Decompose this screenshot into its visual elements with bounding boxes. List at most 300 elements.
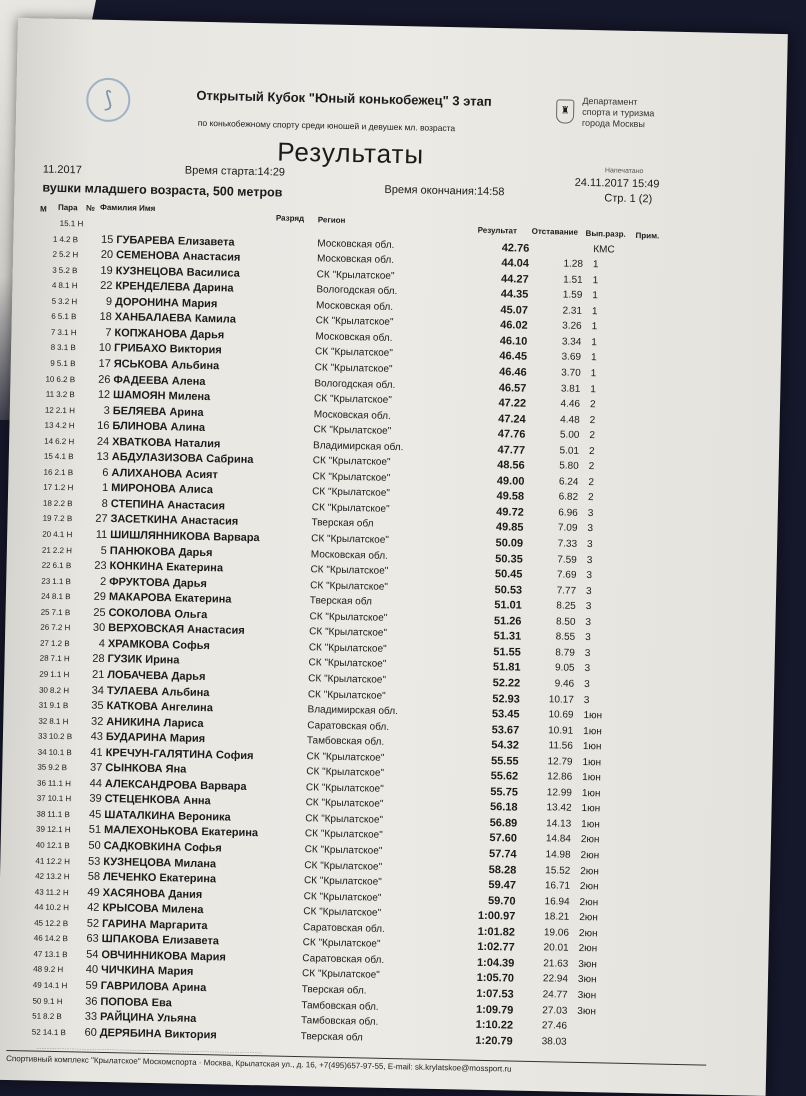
cell-place: 17 [32,483,52,492]
cell-gap: 24.77 [520,989,568,1001]
cell-region: СК "Крылатское" [313,456,391,469]
cell-time: 50.53 [470,583,522,596]
cell-place: 46 [23,934,43,943]
cell-region: Тверская обл [310,595,372,607]
cell-region: СК "Крылатское" [309,627,387,640]
cell-gap: 22.94 [520,973,568,985]
cell-place: 7 [35,327,55,336]
cell-time: 56.89 [465,816,517,829]
cell-region: Тамбовская обл. [307,735,384,748]
cell-rank: 2юн [580,866,599,877]
cell-region: Московская обл. [315,331,392,344]
cell-time: 49.58 [472,490,524,503]
cell-rank: 3 [584,663,590,674]
cell-place: 14 [33,436,53,445]
cell-pair: 2.1 Н [56,405,88,415]
cell-region: СК "Крылатское" [306,798,384,811]
cell-gap [536,227,584,228]
cell-num: 12 [90,389,110,401]
printed-date: 24.11.2017 15:49 [575,177,660,191]
cell-rank: 3 [587,555,593,566]
cell-place: 16 [32,467,52,476]
cell-place: 4 [36,281,56,290]
cell-rank: 3 [585,617,591,628]
cell-pair: 9.2 В [48,763,80,773]
cell-gap: 3.34 [533,336,581,348]
cell-region: Тверская обл. [302,984,367,996]
cell-pair: 9.1 В [50,701,82,711]
cell-place: 40 [25,840,45,849]
cell-num: 54 [78,948,98,960]
event-name: вушки младшего возраста, 500 метров [42,181,282,200]
cell-num: 60 [77,1026,97,1038]
cell-place: 29 [28,669,48,678]
cell-num: 35 [83,700,103,712]
cell-pair: 3.1 В [57,343,89,353]
cell-place: 44 [23,902,43,911]
cell-rank: 2юн [580,881,599,892]
cell-name: КОНКИНА Екатерина [109,560,223,574]
cell-gap: 9.05 [526,662,574,674]
cell-region: СК "Крылатское" [303,937,381,950]
cell-name: ГРИБАХО Виктория [114,342,222,356]
cell-pair: 6.1 В [52,561,84,571]
cell-place: 34 [27,747,47,756]
cell-region: СК "Крылатское" [312,487,390,500]
cell-region: Саратовская обл. [303,922,385,935]
cell-name: СТЕЦЕНКОВА Анна [105,793,211,807]
cell-time: 48.56 [473,459,525,472]
cell-name: АЛЕКСАНДРОВА Варвара [105,778,247,793]
cell-pair: 5.1 В [57,359,89,369]
cell-num: 15 [93,233,113,245]
cell-rank: 1 [592,290,598,301]
cell-gap: 10.69 [525,709,573,721]
cell-region: СК "Крылатское" [302,969,380,982]
cell-name: ПОПОВА Ева [100,995,172,1008]
cell-region: СК "Крылатское" [308,658,386,671]
cell-gap: 3.26 [534,320,582,332]
cell-num: 36 [77,995,97,1007]
cell-pair: 8.2 В [43,1012,75,1022]
cell-name: ДОРОНИНА Мария [115,296,217,310]
cell-name: ТУЛАЕВА Альбина [107,685,210,699]
cell-gap: 5.01 [531,445,579,457]
cell-time: 49.85 [471,521,523,534]
cell-region: СК "Крылатское" [312,471,390,484]
cell-region: СК "Крылатское" [306,782,384,795]
cell-rank: 1юн [582,757,601,768]
cell-region: СК "Крылатское" [305,829,383,842]
cell-pair: 12.2 В [45,919,77,929]
cell-region: СК "Крылатское" [315,362,393,375]
cell-time: 1:05.70 [462,972,514,985]
cell-rank: 3юн [578,990,597,1001]
col-pair: Пара [58,203,78,212]
cell-place: 32 [27,716,47,725]
cell-place: 18 [32,498,52,507]
cell-gap: 15.52 [522,864,570,876]
cell-name: КУЗНЕЦОВА Милана [103,856,216,870]
cell-time: 46.46 [475,366,527,379]
cell-num: 10 [91,342,111,354]
cell-pair: 5.1 В [58,312,90,322]
cell-region: СК "Крылатское" [303,906,381,919]
cell-num: 44 [82,777,102,789]
cell-num: 41 [83,746,103,758]
cell-pair: 14.2 В [45,934,77,944]
cell-region: Тверская обл [301,1031,363,1043]
cell-region: СК "Крылатское" [305,813,383,826]
cell-name: МИРОНОВА Алиса [111,482,213,496]
cell-rank: 1юн [582,788,601,799]
department-label: Департамент спорта и туризма города Москвы [582,96,655,131]
cell-name: ЧИЧКИНА Мария [101,964,193,978]
cell-num: 40 [78,964,98,976]
cell-gap: 4.48 [532,413,580,425]
cell-time: 1:07.53 [462,987,514,1000]
cell-num: 5 [87,544,107,556]
cell-gap: 12.86 [524,771,572,783]
cell-time: 57.74 [464,848,516,861]
cell-rank: 1 [592,306,598,317]
cell-place: 13 [33,421,53,430]
cell-region: СК "Крылатское" [308,673,386,686]
cell-name: ХРАМКОВА Софья [108,638,210,652]
cell-time: 44.35 [476,288,528,301]
cell-gap: 7.69 [528,569,576,581]
cell-region: Московская обл. [316,300,393,313]
col-region: Регион [318,215,346,225]
cell-pair: 3.1 Н [57,328,89,338]
cell-gap: 20.01 [521,942,569,954]
cell-time: 1:10.22 [461,1019,513,1032]
cell-num: 37 [82,762,102,774]
cell-rank: 3 [588,508,594,519]
cell-pair: 11.1 Н [48,779,80,789]
cell-gap: 3.70 [533,367,581,379]
cell-time: 42.76 [477,241,529,254]
cell-pair: 8.1 Н [49,716,81,726]
footer-address: Спортивный комплекс "Крылатское" Москомспорта · Москва, Крылатская ул., д. 16, +7(495)657-97-55, E-mail: sk.krylatskoe@mossport.ru [6,1054,511,1074]
cell-time: 58.28 [464,863,516,876]
cell-pair: 4.2 В [59,234,91,244]
cell-gap: 10.91 [525,724,573,736]
cell-name: АНИКИНА Лариса [106,716,204,730]
cell-gap: 19.06 [521,926,569,938]
cell-rank: 2 [590,399,596,410]
cell-gap: 27.46 [519,1020,567,1032]
cell-pair: 7.2 Н [51,623,83,633]
cell-place: 8 [35,343,55,352]
col-gap: Отставание [532,227,578,237]
cell-place: 2 [37,250,57,259]
cell-time: 1:00.97 [463,910,515,923]
col-rank-done: Вып.разр. [586,229,626,239]
cell-num: 25 [85,606,105,618]
cell-num: 39 [82,793,102,805]
cell-rank: 1 [591,368,597,379]
cell-num: 58 [80,871,100,883]
cell-time: 51.55 [469,645,521,658]
cell-name: ДЕРЯБИНА Виктория [100,1027,217,1041]
cell-place: 43 [24,887,44,896]
col-name: Фамилия Имя [100,203,156,213]
cell-rank: 2юн [579,928,598,939]
cell-place: 23 [30,576,50,585]
cell-time: 47.22 [474,397,526,410]
cell-place: 35 [26,763,46,772]
cell-place: 19 [31,514,51,523]
cell-place: 21 [31,545,51,554]
cell-num: 30 [85,622,105,634]
cell-place: 52 [21,1027,41,1036]
cell-name: БЛИНОВА Алина [112,420,205,434]
cell-rank: 3 [587,539,593,550]
cell-name: КУЗНЕЦОВА Василиса [116,265,240,280]
cell-num: 3 [90,404,110,416]
cell-gap: 5.00 [531,429,579,441]
cell-gap: 14.13 [523,818,571,830]
cell-region: СК "Крылатское" [313,424,391,437]
moscow-crest-icon: ♜ [556,99,574,123]
cell-time: 46.02 [476,319,528,332]
cell-name: КРЕНДЕЛЕВА Дарина [115,280,233,294]
cell-num: 13 [89,451,109,463]
cell-num: 7 [91,326,111,338]
cell-name: САДКОВКИНА Софья [104,840,222,854]
cell-place: 5 [36,296,56,305]
cell-gap: 10.17 [526,693,574,705]
cell-time: 55.62 [466,770,518,783]
cell-gap: 14.84 [523,833,571,845]
cell-rank: 2 [589,430,595,441]
cell-name: ФРУКТОВА Дарья [109,576,207,590]
cell-rank: 2 [590,415,596,426]
cell-rank: 2юн [579,912,598,923]
cell-gap: 16.71 [522,880,570,892]
cell-time: 1:04.39 [462,956,514,969]
cell-pair: 14.1 Н [44,981,76,991]
cell-rank: 2юн [579,943,598,954]
cell-gap: 8.79 [527,647,575,659]
cell-name: ШИШЛЯННИКОВА Варвара [110,529,260,544]
cell-place: 50 [21,996,41,1005]
cell-rank: 2 [588,492,594,503]
cell-pair: 1.1 Н [50,670,82,680]
cell-region: Вологодская обл. [316,284,397,297]
cell-num: 51 [81,824,101,836]
cell-rank: 3 [586,586,592,597]
cell-time: 55.55 [466,754,518,767]
cell-time: 52.22 [468,677,520,690]
results-sheet [0,18,788,1096]
cell-num: 50 [81,839,101,851]
cell-num: 19 [93,264,113,276]
cell-name: КРЕЧУН-ГАЛЯТИНА София [106,747,254,762]
cell-num: 20 [93,249,113,261]
cell-gap: 1.59 [534,289,582,301]
cell-region: СК "Крылатское" [317,269,395,282]
cell-num: 2 [86,575,106,587]
cell-num: 9 [92,295,112,307]
cell-gap: 3.81 [532,382,580,394]
start-time: Время старта:14:29 [185,165,285,179]
cell-time: 53.45 [467,708,519,721]
cell-name: СТЕПИНА Анастасия [111,498,225,512]
cell-num: 45 [81,808,101,820]
cell-pair: 7.2 В [53,514,85,524]
cell-pair: 7.1 Н [50,654,82,664]
cell-time: 50.35 [471,552,523,565]
page-title: Результаты [277,136,425,170]
cell-gap: 1.51 [535,274,583,286]
col-rank: Разряд [276,213,304,223]
cell-rank: 3юн [578,959,597,970]
cell-name: ГУЗИК Ирина [107,653,179,667]
cell-name: БЕЛЯЕВА Арина [113,405,204,419]
cell-time: 51.31 [469,630,521,643]
cell-place: 11 [34,389,54,398]
cell-name: ГАВРИЛОВА Арина [101,980,207,994]
cell-name: ЛОБАЧЕВА Дарья [107,669,205,683]
cell-place: 10 [34,374,54,383]
cell-place: 27 [29,638,49,647]
cell-region: СК "Крылатское" [309,611,387,624]
col-time: Результат [478,226,517,236]
cell-num: 33 [77,1011,97,1023]
cell-time: 51.01 [470,599,522,612]
cell-pair: 3.2 Н [58,297,90,307]
cell-region: Московская обл. [314,409,391,422]
cell-place: 49 [22,980,42,989]
cell-name: ГАРИНА Маргарита [102,918,208,932]
cell-rank: 1юн [583,710,602,721]
page-number: Стр. 1 (2) [604,192,652,205]
event-date: 11.2017 [43,164,82,177]
cell-num: 49 [80,886,100,898]
cell-gap: 27.03 [519,1004,567,1016]
cell-gap: 11.56 [525,740,573,752]
cell-time: 44.04 [477,257,529,270]
cell-num: 21 [84,668,104,680]
cell-time: 47.77 [473,443,525,456]
cell-name: БУДАРИНА Мария [106,731,205,745]
cell-rank: 2 [589,461,595,472]
cell-name: ШАТАЛКИНА Вероника [104,809,231,824]
cell-num: 24 [89,435,109,447]
cell-region: СК "Крылатское" [314,393,392,406]
cell-gap: 13.42 [523,802,571,814]
cell-name: АБДУЛАЗИЗОВА Сабрина [112,451,254,466]
cell-place: 25 [29,607,49,616]
cell-region: СК "Крылатское" [310,564,388,577]
cell-num: 63 [79,933,99,945]
cell-rank: 1юн [583,741,602,752]
cell-pair: 11.2 Н [46,887,78,897]
cell-region: СК "Крылатское" [308,689,386,702]
cell-gap: 16.94 [522,895,570,907]
cell-time: 57.60 [465,832,517,845]
cell-region: СК "Крылатское" [304,891,382,904]
cell-pair: 9.2 Н [44,965,76,975]
cell-time: 50.45 [470,568,522,581]
cell-pair: 1.2 В [51,639,83,649]
cell-place: 51 [21,1011,41,1020]
cell-time: 45.07 [476,303,528,316]
cell-pair: 8.1 В [52,592,84,602]
cell-pair: 10.2 В [49,732,81,742]
cell-place: 26 [29,623,49,632]
cell-pair: 4.1 В [55,452,87,462]
cell-gap [535,242,583,243]
cell-region: СК "Крылатское" [306,751,384,764]
cell-name: СЕМЕНОВА Анастасия [116,249,241,264]
cell-place: 30 [28,685,48,694]
cell-time: 1:20.79 [461,1034,513,1047]
cell-place: 48 [22,965,42,974]
cell-gap: 12.79 [524,755,572,767]
cell-gap: 6.96 [530,507,578,519]
cell-pair: 10.1 Н [48,794,80,804]
cell-num: 34 [84,684,104,696]
cell-num: 16 [89,420,109,432]
cell-rank: 3 [585,648,591,659]
cell-time [478,226,530,227]
cell-name: КОПЖАНОВА Дарья [114,327,224,341]
col-num: № [86,203,95,212]
cell-time: 46.10 [475,334,527,347]
cell-pair: 15.1 Н [60,219,92,229]
cell-rank: 3 [586,601,592,612]
cell-time: 50.09 [471,537,523,550]
cell-name: ФАДЕЕВА Алена [113,374,205,388]
cell-num: 59 [78,979,98,991]
cell-gap: 6.24 [530,476,578,488]
cell-time: 51.26 [469,614,521,627]
cell-place: 47 [22,949,42,958]
cell-pair: 12.1 В [47,841,79,851]
cell-pair: 4.2 Н [55,421,87,431]
cell-pair: 1.1 В [52,576,84,586]
cell-time: 52.93 [468,692,520,705]
cell-gap: 2.31 [534,305,582,317]
cell-gap: 21.63 [520,958,568,970]
cell-place: 33 [27,731,47,740]
cell-rank: 1 [590,384,596,395]
cell-rank: 2юн [579,897,598,908]
cell-rank: 3 [586,570,592,581]
cell-gap: 7.09 [529,522,577,534]
cell-num: 6 [88,466,108,478]
cell-place: 38 [25,809,45,818]
cell-name: ГУБАРЕВА Елизавета [116,234,234,248]
cell-region: СК "Крылатское" [310,580,388,593]
cell-gap: 5.80 [531,460,579,472]
cell-pair: 1.2 Н [54,483,86,493]
cell-num: 32 [83,715,103,727]
cell-rank: 1юн [581,819,600,830]
cell-region: Московская обл. [311,549,388,562]
cell-name: ЗАСЕТКИНА Анастасия [110,513,238,528]
end-time: Время окончания:14:58 [384,184,504,199]
cell-time: 49.72 [472,506,524,519]
cell-name: ЯСЬКОВА Альбина [114,358,220,372]
cell-pair: 10.2 Н [45,903,77,913]
cell-time: 46.57 [474,381,526,394]
cell-time: 54.32 [467,739,519,752]
cell-place: 28 [28,654,48,663]
